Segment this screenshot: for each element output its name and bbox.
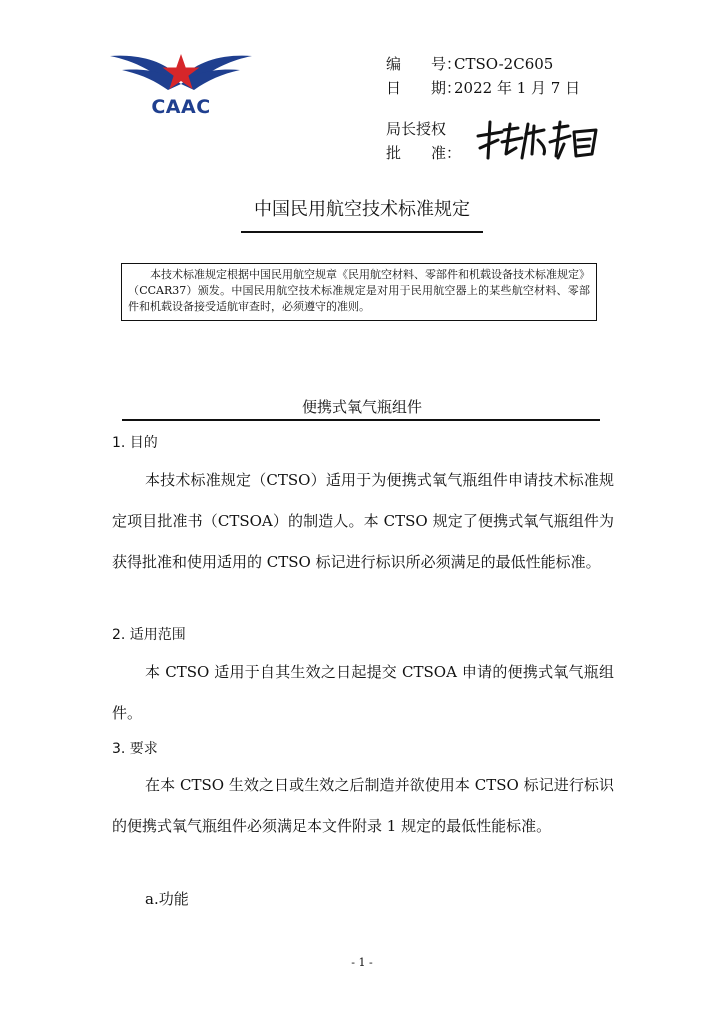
section-heading-purpose: 1. 目的: [112, 435, 158, 451]
approval-line2-label: 批 准：: [386, 144, 462, 162]
section-text-requirements: 在本 CTSO 生效之日或生效之后制造并欲使用本 CTSO 标记进行标识的便携式氧气瓶组件必须满足本文件附录 1 规定的最低性能标准。: [112, 776, 614, 835]
caac-emblem-icon: [108, 50, 254, 98]
section-text-scope: 本 CTSO 适用于自其生效之日起提交 CTSOA 申请的便携式氧气瓶组件。: [112, 663, 614, 722]
section-heading-scope: 2. 适用范围: [112, 627, 186, 643]
number-label: 编 号：: [386, 55, 462, 73]
meta-number-row: [386, 52, 580, 76]
date-value: 2022 年 1 月 7 日: [454, 79, 581, 97]
number-value: CTSO-2C605: [454, 55, 554, 73]
document-subtitle: 便携式氧气瓶组件: [301, 398, 422, 416]
section-heading-requirements: 3. 要求: [112, 741, 158, 757]
caac-logo: [108, 50, 254, 122]
logo-text: CAAC: [151, 96, 211, 118]
approval-line1: 局长授权: [386, 120, 447, 138]
page-title: 中国民用航空技术标准规定: [254, 199, 470, 220]
notice-box: 本技术标准规定根据中国民用航空规章《民用航空材料、零部件和机载设备技术标准规定》（CCAR37）颁发。中国民用航空技术标准规定是对用于民用航空器上的某些航空材料、零部件和机载设备接受适航审查时，必须遵守的准则。: [121, 263, 597, 321]
section-text-purpose: 本技术标准规定（CTSO）适用于为便携式氧气瓶组件申请技术标准规定项目批准书（CTSOA）的制造人。本 CTSO 规定了便携式氧气瓶组件为获得批准和使用适用的 CTSO 标记进行标识所必须满足的最低性能标准。: [112, 471, 614, 571]
meta-date-row: [386, 76, 580, 100]
approval-block: [386, 117, 461, 165]
date-label: 日 期：: [386, 79, 462, 97]
page-number: - 1 -: [351, 956, 373, 969]
document-meta: [386, 52, 580, 100]
subtitle-divider: [122, 419, 600, 421]
signature-image: [472, 114, 602, 164]
title-divider: [241, 231, 483, 233]
sub-item-function: a.功能: [145, 890, 189, 908]
